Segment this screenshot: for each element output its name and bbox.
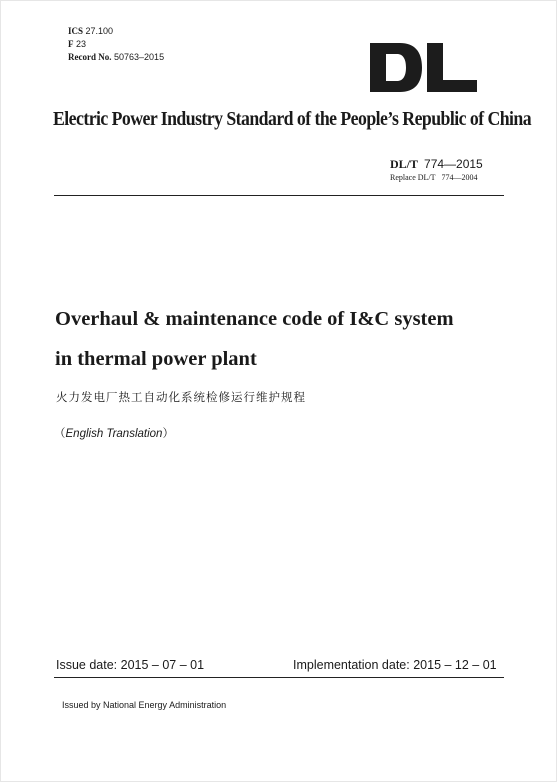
bottom-divider bbox=[54, 677, 504, 678]
chinese-title: 火力发电厂热工自动化系统检修运行维护规程 bbox=[56, 390, 306, 404]
top-divider bbox=[54, 195, 504, 196]
document-title bbox=[55, 299, 454, 379]
title-line-2: in thermal power plant bbox=[55, 348, 257, 370]
implementation-date: Implementation date: 2015 – 12 – 01 bbox=[293, 658, 497, 672]
dl-logo bbox=[370, 43, 477, 92]
record-row bbox=[68, 51, 164, 64]
issue-date: Issue date: 2015 – 07 – 01 bbox=[56, 658, 205, 672]
ics-value: 27.100 bbox=[85, 26, 114, 36]
ics-label: ICS bbox=[68, 26, 84, 36]
translation-close-paren: ） bbox=[162, 428, 174, 440]
replace-code bbox=[390, 172, 483, 183]
f-label: F bbox=[68, 39, 74, 49]
standard-code bbox=[390, 157, 483, 172]
f-row bbox=[68, 38, 164, 51]
classification-block bbox=[68, 25, 164, 64]
replace-code-prefix: Replace DL/T bbox=[390, 173, 436, 182]
standard-code-number: 774—2015 bbox=[424, 157, 483, 171]
dl-logo-d bbox=[370, 43, 422, 92]
standard-code-block bbox=[390, 157, 483, 183]
record-value: 50763–2015 bbox=[114, 52, 165, 62]
replace-code-number: 774—2004 bbox=[441, 173, 478, 182]
header-title: Electric Power Industry Standard of the People’s Republic of China bbox=[53, 109, 532, 130]
ics-row bbox=[68, 25, 164, 38]
record-label: Record No. bbox=[68, 52, 112, 62]
translation-open-paren: （ bbox=[54, 428, 66, 440]
translation-note bbox=[54, 425, 174, 441]
issuer: Issued by National Energy Administration bbox=[62, 700, 227, 710]
standard-code-prefix: DL/T bbox=[390, 157, 419, 171]
translation-label: English Translation bbox=[65, 428, 163, 440]
title-line-1: Overhaul & maintenance code of I&C system bbox=[55, 308, 454, 330]
f-value: 23 bbox=[76, 39, 87, 49]
dl-logo-l bbox=[427, 43, 477, 92]
